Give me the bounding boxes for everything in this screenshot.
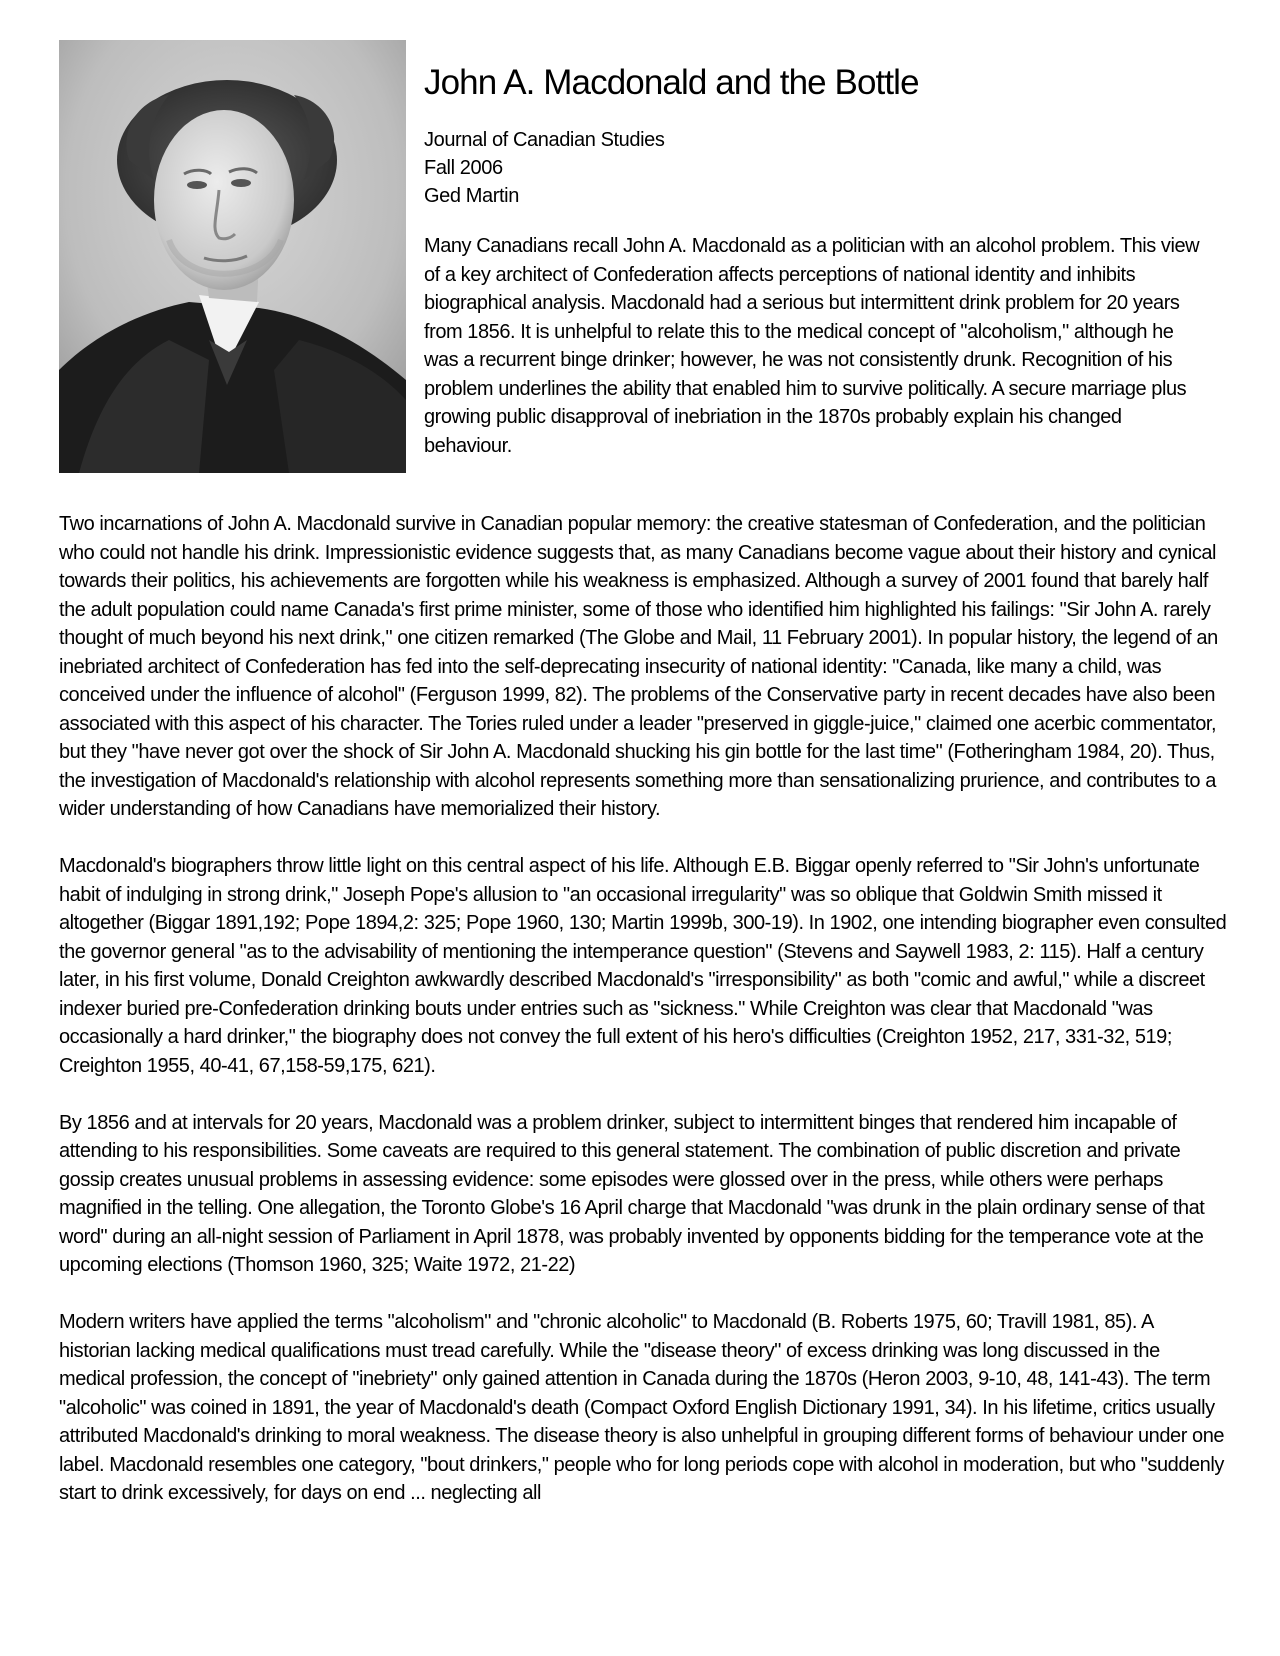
author-name: Ged Martin xyxy=(424,185,519,207)
body-paragraph: Two incarnations of John A. Macdonald survive in Canadian popular memory: the creative statesman of Confederation, and the politician who could not handle his drink. Impressionistic evidence suggests that, as many Canadians become vague about their history and cynical towards their politics, his achievements are forgotten while his weakness is emphasized. Although a survey of 2001 found that barely half the adult population could name Canada's first prime minister, some of those who identified him highlighted his failings: "Sir John A. rarely thought of much beyond his next drink," one citizen remarked (The Globe and Mail, 11 February 2001). In popular history, the legend of an inebriated architect of Confederation has fed into the self-deprecating insecurity of national identity: "Canada, like many a child, was conceived under the influence of alcohol" (Ferguson 1999, 82). The problems of the Conservative party in recent decades have also been associated with this aspect of his character. The Tories ruled under a leader "preserved in giggle-juice," claimed one acerbic commentator, but they "have never got over the shock of Sir John A. Macdonald shucking his gin bottle for the last time" (Fotheringham 1984, 20). Thus, the investigation of Macdonald's relationship with alcohol represents something more than sensationalizing prurience, and contributes to a wider understanding of how Canadians have memorialized their history. xyxy=(59,513,1218,820)
body-paragraph: Modern writers have applied the terms "alcoholism" and "chronic alcoholic" to Macdonald (B. Roberts 1975, 60; Travill 1981, 85). A historian lacking medical qualifications must tread carefully. While the "disease theory" of excess drinking was long discussed in the medical profession, the concept of "inebriety" only gained attention in Canada during the 1870s (Heron 2003, 9-10, 48, 141-43). The term "alcoholic" was coined in 1891, the year of Macdonald's death (Compact Oxford English Dictionary 1991, 34). In his lifetime, critics usually attributed Macdonald's drinking to moral weakness. The disease theory is also unhelpful in grouping different forms of behaviour under one label. Macdonald resembles one category, "bout drinkers," people who for long periods cope with alcohol in moderation, but who "suddenly start to drink excessively, for days on end ... neglecting all xyxy=(59,1311,1225,1504)
article-title: John A. Macdonald and the Bottle xyxy=(424,63,919,102)
article-body xyxy=(59,510,1229,1536)
body-paragraph: Macdonald's biographers throw little light on this central aspect of his life. Although E.B. Biggar openly referred to "Sir John's unfortunate habit of indulging in strong drink," Joseph Pope's allusion to "an occasional irregularity" was so oblique that Goldwin Smith missed it altogether (Biggar 1891,192; Pope 1894,2: 325; Pope 1960, 130; Martin 1999b, 300-19). In 1902, one intending biographer even consulted the governor general "as to the advisability of mentioning the intemperance question" (Stevens and Saywell 1983, 2: 115). Half a century later, in his first volume, Donald Creighton awkwardly described Macdonald's "irresponsibility" as both "comic and awful," while a discreet indexer buried pre-Confederation drinking bouts under entries such as "sickness." While Creighton was clear that Macdonald "was occasionally a hard drinker," the biography does not convey the full extent of his hero's difficulties (Creighton 1952, 217, 331-32, 519; Creighton 1955, 40-41, 67,158-59,175, 621). xyxy=(59,855,1227,1077)
abstract: Many Canadians recall John A. Macdonald as a politician with an alcohol problem. This view of a key architect of Confederation affects perceptions of national identity and inhibits biographical analysis. Macdonald had a serious but intermittent drink problem for 20 years from 1856. It is unhelpful to relate this to the medical concept of "alcoholism," although he was a recurrent binge drinker; however, he was not consistently drunk. Recognition of his problem underlines the ability that enabled him to survive politically. A secure marriage plus growing public disapproval of inebriation in the 1870s probably explain his changed behaviour. xyxy=(424,235,1200,457)
portrait-photo xyxy=(59,40,406,473)
article-header xyxy=(424,62,1224,460)
journal-name: Journal of Canadian Studies xyxy=(424,129,665,151)
body-paragraph: By 1856 and at intervals for 20 years, Macdonald was a problem drinker, subject to intermittent binges that rendered him incapable of attending to his responsibilities. Some caveats are required to this general statement. The combination of public discretion and private gossip creates unusual problems in assessing evidence: some episodes were glossed over in the press, while others were perhaps magnified in the telling. One allegation, the Toronto Globe's 16 April charge that Macdonald "was drunk in the plain ordinary sense of that word" during an all-night session of Parliament in April 1878, was probably invented by opponents bidding for the temperance vote at the upcoming elections (Thomson 1960, 325; Waite 1972, 21-22) xyxy=(59,1111,1205,1276)
issue-date: Fall 2006 xyxy=(424,157,503,179)
